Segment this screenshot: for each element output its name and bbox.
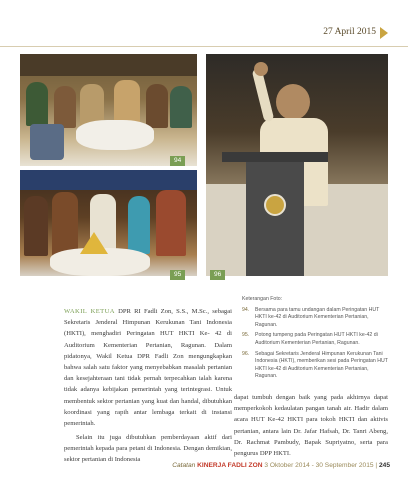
photo-number-badge: 95: [170, 270, 185, 280]
footer-series: Catatan: [172, 462, 196, 469]
photo-figure: [128, 196, 150, 254]
page-number: 245: [378, 462, 390, 469]
photo-speaker-head: [276, 84, 310, 120]
caption-number: 96.: [242, 350, 250, 357]
caption-text: Potong tumpeng pada Peringatan HUT HKTI ke-42 di Auditorium Kementerian Pertanian, Ragunan.: [255, 332, 378, 346]
photo-podium-top: [222, 152, 328, 162]
photo-figure: [26, 82, 48, 126]
photo-tumpeng-rice: [80, 232, 108, 254]
page-footer: [120, 462, 390, 469]
article-paragraph: [64, 306, 232, 429]
article-paragraph: Selain itu juga dibutuhkan pemberdayaan aktif dari pemerintah kepada para petani di Indonesia. Dengan demikian, sektor pertanian di Indonesia: [64, 434, 232, 464]
photo-podium: [246, 162, 304, 276]
photo-speaker-arm: [252, 68, 275, 123]
footer-separator: |: [375, 462, 378, 469]
footer-period: 3 Oktober 2014 - 30 September 2015: [264, 462, 374, 469]
photo-speaker-fist: [254, 62, 268, 76]
header-divider: [0, 46, 408, 47]
article-paragraph: dapat tumbuh dengan baik yang pada akhirnya dapat memperkokoh kedaulatan pangan tanah air. Hadir dalam acara HUT Ke-42 HKTI para tokoh HKTI dan aktivis pertanian, antara lain Dr. Jafar Hafsah, Dr. Tanri Abeng, Dr. Rachmat Pambudy, Bapak Supriyatno, serta para pengurus DPP HKTI.: [234, 394, 388, 458]
photo-number-badge: 96: [210, 270, 225, 280]
caption-item: [242, 332, 390, 347]
photo-audience: [20, 54, 197, 166]
photo-number-badge: 94: [170, 156, 185, 166]
caption-item: [242, 307, 390, 330]
photo-figure: [52, 192, 78, 256]
photo-table: [76, 120, 154, 150]
photo-tumpeng: [20, 170, 197, 276]
photo-figure: [170, 86, 192, 128]
captions-heading: Keterangan Foto:: [242, 296, 283, 302]
photo-figure: [30, 124, 64, 160]
photo-figure: [24, 196, 48, 256]
caption-number: 95.: [242, 332, 250, 339]
page-date: 27 April 2015: [323, 27, 376, 37]
photo-banner: [20, 170, 197, 190]
photo-figure: [156, 190, 186, 256]
article-text: DPR RI Fadli Zon, S.S., M.Sc., sebagai Sekretaris Jenderal Himpunan Kerukunan Tani Indonesia (HKTI), menghadiri Peringatan HUT HKTI Ke- 42 di Auditorium Kementerian Pertanian, Ragunan. Dalam pidatonya, Wakil Ketua DPR Fadli Zon mengungkapkan bahwa salah satu faktor yang menyebabkan masalah pertanian dan kesejahteraan tani tidak pernah terpecahkan ialah karena tidak adanya kebijakan pemerintah yang terintegrasi. Untuk membentuk sektor pertanian yang kuat dan handal, dibutuhkan koordinasi yang rapih antar lembaga terkait di instansi pemerintah.: [64, 308, 232, 428]
caption-item: [242, 351, 390, 381]
triangle-right-icon: [380, 27, 388, 39]
caption-text: Bersama para tamu undangan dalam Peringatan HUT HKTI ke-42 di Auditorium Kementerian Pertanian, Ragunan.: [255, 306, 380, 328]
caption-text: Sebagai Sekretaris Jenderal Himpunan Kerukunan Tani Indonesia (HKTI), memberikan sesi pada Peringatan HUT HKTI ke-42 di Auditorium Kementerian Pertanian, Ragunan.: [255, 350, 388, 380]
photo-figure: [54, 86, 76, 128]
photo-speaker: [206, 54, 388, 276]
article-kicker: WAKIL KETUA: [64, 308, 115, 315]
caption-number: 94.: [242, 306, 250, 313]
photo-captions: [242, 296, 390, 384]
photo-backdrop: [20, 54, 197, 76]
footer-brand: KINERJA FADLI ZON: [197, 462, 263, 469]
photo-figure: [146, 84, 168, 128]
photo-podium-emblem: [264, 194, 286, 216]
